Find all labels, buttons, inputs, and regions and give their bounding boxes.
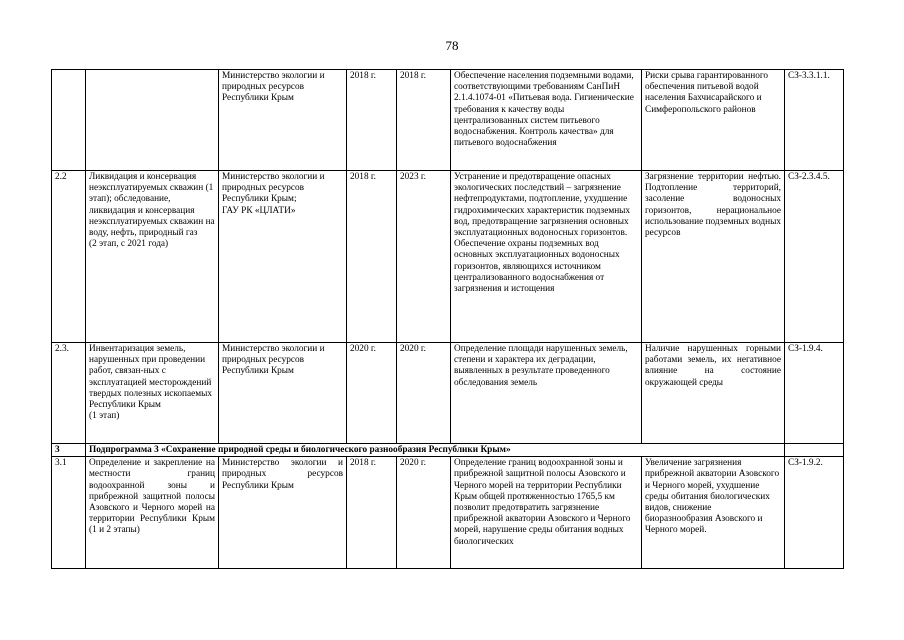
end-year: 2018 г.	[397, 70, 451, 171]
start-year: 2020 г.	[347, 343, 397, 444]
row-number: 2.2	[52, 171, 86, 343]
end-year: 2023 г.	[397, 171, 451, 343]
executor: Министерство экологии и природных ресурсов Республики Крым	[219, 343, 347, 444]
table-row	[52, 70, 844, 171]
expected-result: Устранение и предотвращение опасных экологических последствий – загрязнение нефтепродуктами, подтопление, ухудшение гидрохимических характеристик подземных вод, предотвращение загрязнения основных эксплуатационных водоносных горизонтов. Обеспечение охраны подземных вод основных эксплуатационных водоносных горизонтов, являющихся источником централизованного водоснабжения от загрязнения и истощения	[451, 171, 642, 343]
activity-name	[86, 70, 219, 171]
row-number: 2.3.	[52, 343, 86, 444]
activity-name: Ликвидация и консервация неэксплуатируемых скважин (1 этап); обследование, ликвидация и консервация неэксплуатируемых скважин на воду, нефть, природный газ (2 этап, с 2021 года)	[86, 171, 219, 343]
executor: Министерство экологии и природных ресурсов Республики Крым; ГАУ РК «ЦЛАТИ»	[219, 171, 347, 343]
activity-name: Инвентаризация земель, нарушенных при проведении работ, связан-ных с эксплуатацией месторождений твердых полезных ископаемых Республики Крым (1 этап)	[86, 343, 219, 444]
risks: Наличие нарушенных горными работами земель, их негативное влияние на состояние окружающей среды	[642, 343, 785, 444]
risks: Увеличение загрязнения прибрежной акватории Азовского и Черного морей, ухудшение среды обитания биологических видов, снижение биоразнообразия Азовского и Черного морей.	[642, 457, 785, 569]
expected-result: Определение границ водоохранной зоны и прибрежной защитной полосы Азовского и Черного морей на территории Республики Крым общей протяженностью 1765,5 км позволит предотвратить загрязнение прибрежной акватории Азовского и Черного морей, нарушение среды обитания водных биологических	[451, 457, 642, 569]
end-year: 2020 г.	[397, 457, 451, 569]
start-year: 2018 г.	[347, 70, 397, 171]
end-year: 2020 г.	[397, 343, 451, 444]
section-blank	[785, 444, 844, 457]
risks: Риски срыва гарантированного обеспечения питьевой водой населения Бахчисарайского и Симферопольского районов	[642, 70, 785, 171]
section-row	[52, 444, 844, 457]
expected-result: Определение площади нарушенных земель, степени и характера их деградации, выявленных в результате проведенного обследования земель	[451, 343, 642, 444]
goal-code: СЗ-1.9.2.	[785, 457, 844, 569]
row-number: 3.1	[52, 457, 86, 569]
table-row	[52, 343, 844, 444]
goal-code: СЗ-2.3.4.5.	[785, 171, 844, 343]
goal-code: СЗ-3.3.1.1.	[785, 70, 844, 171]
row-number	[52, 70, 86, 171]
table-row	[52, 457, 844, 569]
section-number: 3	[52, 444, 86, 457]
risks: Загрязнение территории нефтью. Подтопление территорий, засоление водоносных горизонтов, нерациональное использование подземных водных ресурсов	[642, 171, 785, 343]
activity-name: Определение и закрепление на местности границ водоохранной зоны и прибрежной защитной полосы Азовского и Черного морей на территории Республики Крым (1 и 2 этапы)	[86, 457, 219, 569]
executor: Министерство экологии и природных ресурсов Республики Крым	[219, 457, 347, 569]
section-title: Подпрограмма 3 «Сохранение природной среды и биологического разнообразия Республики Крым»	[86, 444, 785, 457]
program-activities-table	[51, 69, 844, 569]
executor: Министерство экологии и природных ресурсов Республики Крым	[219, 70, 347, 171]
start-year: 2018 г.	[347, 171, 397, 343]
expected-result: Обеспечение населения подземными водами, соответствующими требованиям СанПиН 2.1.4.1074-01 «Питьевая вода. Гигиенические требования к качеству воды централизованных систем питьевого водоснабжения. Контроль качества» для питьевого водоснабжения	[451, 70, 642, 171]
table-row	[52, 171, 844, 343]
start-year: 2018 г.	[347, 457, 397, 569]
page-number: 78	[445, 38, 459, 53]
goal-code: СЗ-1.9.4.	[785, 343, 844, 444]
